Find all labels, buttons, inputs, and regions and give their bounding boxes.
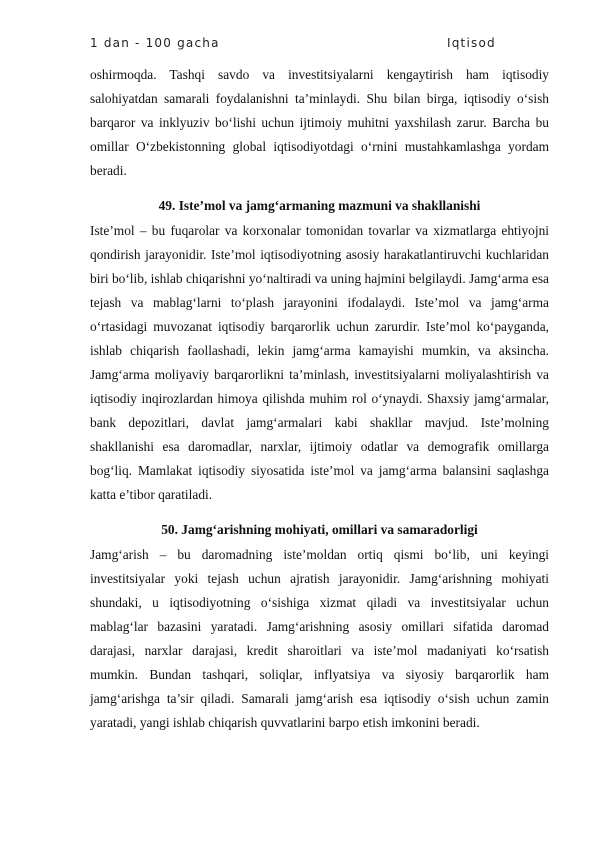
section-paragraph-49: Iste’mol – bu fuqarolar va korxonalar tomonidan tovarlar va xizmatlarga ehtiyojni qondirish jarayonidir. Iste’mol iqtisodiyotning asosiy harakatlantiruvchi kuchlaridan biri bo‘lib, ishlab chiqarishni yo‘naltiradi va uning hajmini belgilaydi. Jamg‘arma esa tejash va mablag‘larni to‘plash jarayonini ifodalaydi. Iste’mol va jamg‘arma o‘rtasidagi muvozanat iqtisodiy barqarorlik uchun zarurdir. Iste’mol ko‘payganda, ishlab chiqarish faollashadi, lekin jamg‘arma kamayishi mumkin, va aksincha. Jamg‘arma moliyaviy barqarorlikni ta’minlash, investitsiyalarni moliyalashtirish va iqtisodiy inqirozlardan himoya qilishda muhim rol o‘ynaydi. Shaxsiy jamg‘armalar, bank depozitlari, davlat jamg‘armalari kabi shakllar mavjud. Iste’molning shakllanishi esa daromadlar, narxlar, ijtimoiy odatlar va demografik omillarga bog‘liq. Mamlakat iqtisodiy siyosatida iste’mol va jamg‘arma balansini saqlashga katta e’tibor qaratiladi. bbox=[90, 223, 549, 502]
page-header bbox=[90, 36, 510, 56]
document-body bbox=[90, 63, 549, 735]
section-heading-49: 49. Iste’mol va jamg‘armaning mazmuni va shakllanishi bbox=[158, 198, 481, 213]
intro-paragraph: oshirmoqda. Tashqi savdo va investitsiyalarni kengaytirish ham iqtisodiy salohiyatdan samarali foydalanishni ta’minlaydi. Shu bilan birga, iqtisodiy o‘sish barqaror va inklyuziv bo‘lishi uchun ijtimoiy muhitni yaxshilash zarur. Barcha bu omillar O‘zbekistonning global iqtisodiyotdagi o‘rnini mustahkamlashga yordam beradi. bbox=[90, 67, 549, 178]
section-paragraph-50: Jamg‘arish – bu daromadning iste’moldan ortiq qismi bo‘lib, uni keyingi investitsiyalar yoki tejash uchun ajratish jarayonidir. Jamg‘arishning mohiyati shundaki, u iqtisodiyotning o‘sishiga xizmat qiladi va investitsiyalar uchun mablag‘lar bazasini yaratadi. Jamg‘arishning asosiy omillari sifatida daromad darajasi, narxlar darajasi, kredit sharoitlari va iste’mol madaniyati ko‘rsatish mumkin. Bundan tashqari, soliqlar, inflyatsiya va siyosiy barqarorlik ham jamg‘arishga ta’sir qiladi. Samarali jamg‘arish esa iqtisodiy o‘sish uchun zamin yaratadi, yangi ishlab chiqarish quvvatlarini barpo etish imkonini beradi. bbox=[90, 547, 549, 730]
header-range-label: 1 dan - 100 gacha bbox=[90, 36, 220, 50]
section-heading-50: 50. Jamg‘arishning mohiyati, omillari va samaradorligi bbox=[161, 522, 478, 537]
header-subject-label: Iqtisod bbox=[447, 36, 496, 50]
